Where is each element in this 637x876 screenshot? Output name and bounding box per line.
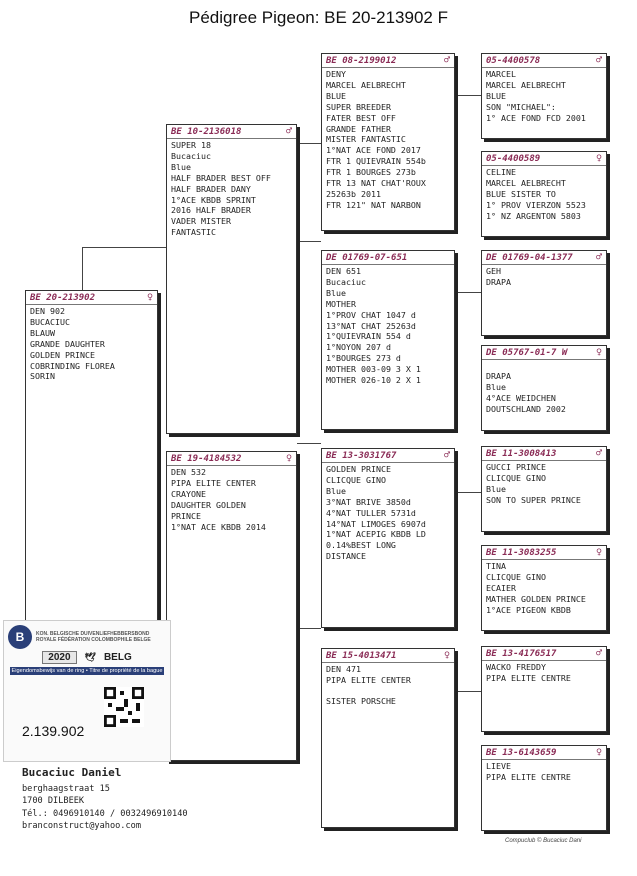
connector-line <box>297 628 321 629</box>
pigeon-line: FATER BEST OFF <box>326 112 396 123</box>
ring-number: BE 15-4013471 <box>326 651 397 661</box>
pigeon-line: PIPA ELITE CENTER <box>171 477 256 488</box>
pigeon-line: 1° PROV VIERZON 5523 <box>486 199 586 210</box>
pigeon-line: BLAUW <box>30 327 55 338</box>
female-symbol-icon: ♀ <box>595 547 602 558</box>
pigeon-line: MARCEL AELBRECHT <box>326 79 406 90</box>
pigeon-line: BLUE <box>486 90 506 101</box>
pigeon-line: 4°NAT TULLER 5731d <box>326 507 416 518</box>
pigeon-line: Blue <box>326 287 346 298</box>
pigeon-line: ECAIER <box>486 582 516 593</box>
pigeon-line: DEN 532 <box>171 467 206 477</box>
male-symbol-icon: ♂ <box>285 126 292 137</box>
pigeon-line: BUCACIUC <box>30 316 70 327</box>
pigeon-line: DEN 902 <box>30 306 65 316</box>
pigeon-card-sire-sire <box>321 53 455 231</box>
pigeon-line: GOLDEN PRINCE <box>30 349 95 360</box>
connector-line <box>455 492 456 546</box>
pigeon-line <box>326 686 450 696</box>
connector-line <box>455 95 456 146</box>
owner-phone: Tél.: 0496910140 / 0032496910140 <box>22 808 188 819</box>
software-credit: Compuclub © Bucaciuc Dani <box>505 838 582 844</box>
pigeon-line: HALF BRADER BEST OFF <box>171 172 271 183</box>
pigeon-card-sire-dam <box>321 250 455 430</box>
pigeon-card-sdd <box>481 345 607 431</box>
female-symbol-icon: ♀ <box>146 292 153 303</box>
female-symbol-icon: ♀ <box>595 747 602 758</box>
pigeon-line: MOTHER 026-10 2 X 1 <box>326 375 421 386</box>
pigeon-line: Blue <box>486 381 506 392</box>
pigeon-line: 1°ACE KBDB SPRINT <box>171 194 256 205</box>
connector-line <box>297 443 321 444</box>
ring-number: BE 19-4184532 <box>171 454 242 464</box>
pigeon-line: HALF BRADER DANY <box>171 183 251 194</box>
connector-line <box>455 292 481 293</box>
pigeon-line: DISTANCE <box>326 551 366 562</box>
pigeon-line: GRANDE DAUGHTER <box>30 338 105 349</box>
pigeon-line: SISTER PORSCHE <box>326 695 396 706</box>
pigeon-card-dss <box>481 446 607 532</box>
pigeon-line: BLUE SISTER TO <box>486 188 556 199</box>
female-symbol-icon: ♀ <box>443 650 450 661</box>
pigeon-line: MOTHER <box>326 298 356 309</box>
connector-line <box>82 247 167 248</box>
pigeon-line: COBRINDING FLOREA <box>30 360 115 371</box>
pigeon-line: 1°PROV CHAT 1047 d <box>326 309 416 320</box>
ring-country: BELG <box>103 652 132 663</box>
ring-number: DE 01769-04-1377 <box>486 253 573 263</box>
connector-line <box>455 292 456 351</box>
pigeon-line: MARCEL <box>486 69 516 79</box>
pigeon-line: MOTHER 003-09 3 X 1 <box>326 364 421 375</box>
female-symbol-icon: ♀ <box>595 347 602 358</box>
pigeon-line: SORIN <box>30 371 55 382</box>
male-symbol-icon: ♂ <box>443 450 450 461</box>
male-symbol-icon: ♂ <box>595 55 602 66</box>
ring-number: BE 13-4176517 <box>486 649 557 659</box>
male-symbol-icon: ♂ <box>595 648 602 659</box>
pigeon-line: PIPA ELITE CENTER <box>326 674 411 685</box>
pigeon-line: SON "MICHAEL": <box>486 101 556 112</box>
pigeon-line: GOLDEN PRINCE <box>326 464 391 474</box>
pigeon-line: Bucaciuc <box>171 150 211 161</box>
federation-name: KON. BELGISCHE DUIVENLIEFHEBBERSBOND <box>36 631 150 637</box>
ownership-label: Eigendomsbewijs van de ring • Titre de propriété de la bague <box>11 668 163 674</box>
pigeon-line: 1°QUIEVRAIN 554 d <box>326 331 411 342</box>
pigeon-line: 1°ACE PIGEON KBDB <box>486 604 571 615</box>
ring-number: DE 01769-07-651 <box>326 253 408 263</box>
connector-line <box>455 492 481 493</box>
ring-number: DE 05767-01-7 W <box>486 348 568 358</box>
pigeon-line: MISTER FANTASTIC <box>326 134 406 145</box>
pigeon-line: DEN 651 <box>326 266 361 276</box>
male-symbol-icon: ♂ <box>595 448 602 459</box>
pigeon-line: DEN 471 <box>326 664 361 674</box>
pigeon-line: WACKO FREDDY <box>486 662 546 672</box>
pigeon-line: VADER MISTER <box>171 216 231 227</box>
pigeon-line: FTR 13 NAT CHAT'ROUX <box>326 178 426 189</box>
pigeon-card-subject <box>25 290 158 622</box>
pigeon-line: LIEVE <box>486 761 511 771</box>
pigeon-line: CRAYONE <box>171 488 206 499</box>
pigeon-line: TINA <box>486 561 506 571</box>
pigeon-card-sds <box>481 250 607 336</box>
ring-number: BE 13-3031767 <box>326 451 397 461</box>
pigeon-line: Bucaciuc <box>326 276 366 287</box>
owner-address: berghaagstraat 15 <box>22 783 110 794</box>
male-symbol-icon: ♂ <box>443 55 450 66</box>
pigeon-line: Blue <box>486 483 506 494</box>
pigeon-card-dam-dam <box>321 648 455 828</box>
ring-number-large: 2.139.902 <box>22 723 85 739</box>
pigeon-line: PRINCE <box>171 510 201 521</box>
pigeon-line: 1°NAT ACEPIG KBDB LD <box>326 529 426 540</box>
pigeon-line: DRAPA <box>486 276 511 287</box>
connector-line <box>455 691 456 748</box>
pigeon-card-ddd <box>481 745 607 831</box>
female-symbol-icon: ♀ <box>285 453 292 464</box>
pigeon-card-ssd <box>481 151 607 237</box>
pigeon-line: DOUTSCHLAND 2002 <box>486 403 566 414</box>
pigeon-card-dam-sire <box>321 448 455 628</box>
pigeon-card-dam <box>166 451 297 761</box>
ring-number: BE 11-3008413 <box>486 449 557 459</box>
pigeon-line: 14°NAT LIMOGES 6907d <box>326 518 426 529</box>
pigeon-line: GRANDE FATHER <box>326 123 391 134</box>
connector-line <box>455 691 481 692</box>
qr-code-icon <box>104 687 144 727</box>
owner-email: branconstruct@yahoo.com <box>22 821 141 831</box>
pigeon-line: 1° ACE FOND FCD 2001 <box>486 112 586 123</box>
pigeon-line: CLICQUE GINO <box>486 571 546 582</box>
pigeon-line: 1°NOYON 207 d <box>326 342 391 353</box>
ring-number: BE 08-2199012 <box>326 56 397 66</box>
pigeon-line: 13°NAT CHAT 25263d <box>326 320 416 331</box>
ring-number: BE 13-6143659 <box>486 748 557 758</box>
pigeon-line: SUPER 18 <box>171 140 211 150</box>
owner-info <box>22 767 188 833</box>
pigeon-line: FANTASTIC <box>171 227 216 238</box>
pigeon-line: CLICQUE GINO <box>326 474 386 485</box>
ring-year: 2020 <box>42 651 76 664</box>
owner-city: 1700 DILBEEK <box>22 796 85 806</box>
ring-number: 05-4400578 <box>486 56 541 66</box>
pigeon-line: MARCEL AELBRECHT <box>486 177 566 188</box>
connector-line <box>455 95 481 96</box>
connector-line <box>82 247 83 291</box>
pigeon-line: GUCCI PRINCE <box>486 462 546 472</box>
pigeon-line: 1°NAT ACE KBDB 2014 <box>171 521 266 532</box>
pigeon-line: Blue <box>171 161 191 172</box>
pigeon-line: CELINE <box>486 167 516 177</box>
pigeon-line: SON TO SUPER PRINCE <box>486 494 581 505</box>
pigeon-card-sss <box>481 53 607 139</box>
pigeon-line: MARCEL AELBRECHT <box>486 79 566 90</box>
pigeon-card-dds <box>481 646 607 732</box>
pigeon-line: 1°BOURGES 273 d <box>326 353 401 364</box>
connector-line <box>297 241 321 242</box>
pigeon-line: GEH <box>486 266 501 276</box>
pigeon-icon: 🕊 <box>84 652 96 662</box>
ring-number: BE 20-213902 <box>30 293 96 303</box>
pigeon-line: SUPER BREEDER <box>326 101 391 112</box>
pigeon-line: FTR 1 BOURGES 273b <box>326 167 416 178</box>
pigeon-line: BLUE <box>326 90 346 101</box>
pigeon-line: FTR 1 QUIEVRAIN 554b <box>326 156 426 167</box>
federation-logo-icon: B <box>8 625 32 649</box>
pigeon-line: 4°ACE WEIDCHEN <box>486 392 556 403</box>
pigeon-line: PIPA ELITE CENTRE <box>486 672 571 683</box>
pigeon-card-dsd <box>481 545 607 631</box>
pigeon-line: 25263b 2011 <box>326 188 381 199</box>
connector-line <box>297 143 321 144</box>
pigeon-line: Blue <box>326 485 346 496</box>
pigeon-line: FTR 121" NAT NARBON <box>326 199 421 210</box>
pigeon-line: DENY <box>326 69 346 79</box>
ring-number: BE 10-2136018 <box>171 127 242 137</box>
ring-number: BE 11-3083255 <box>486 548 557 558</box>
male-symbol-icon: ♂ <box>595 252 602 263</box>
page-title: Pédigree Pigeon: BE 20-213902 F <box>189 8 448 27</box>
pigeon-card-sire <box>166 124 297 434</box>
pigeon-line <box>486 361 602 371</box>
pigeon-line: DRAPA <box>486 371 511 381</box>
pigeon-line: CLICQUE GINO <box>486 472 546 483</box>
pigeon-line: MATHER GOLDEN PRINCE <box>486 593 586 604</box>
pigeon-line: 1° NZ ARGENTON 5803 <box>486 210 581 221</box>
pigeon-line: PIPA ELITE CENTRE <box>486 771 571 782</box>
ring-ownership-card <box>3 620 171 762</box>
female-symbol-icon: ♀ <box>595 153 602 164</box>
pigeon-line: 3°NAT BRIVE 3850d <box>326 496 411 507</box>
pigeon-line: 2016 HALF BRADER <box>171 205 251 216</box>
ring-number: 05-4400589 <box>486 154 541 164</box>
pigeon-line: 1°NAT ACE FOND 2017 <box>326 145 421 156</box>
pigeon-line: DAUGHTER GOLDEN <box>171 499 246 510</box>
federation-name-fr: ROYALE FÉDÉRATION COLOMBOPHILE BELGE <box>36 637 151 643</box>
owner-name: Bucaciuc Daniel <box>22 766 122 779</box>
pigeon-line: 0.14%BEST LONG <box>326 540 396 551</box>
